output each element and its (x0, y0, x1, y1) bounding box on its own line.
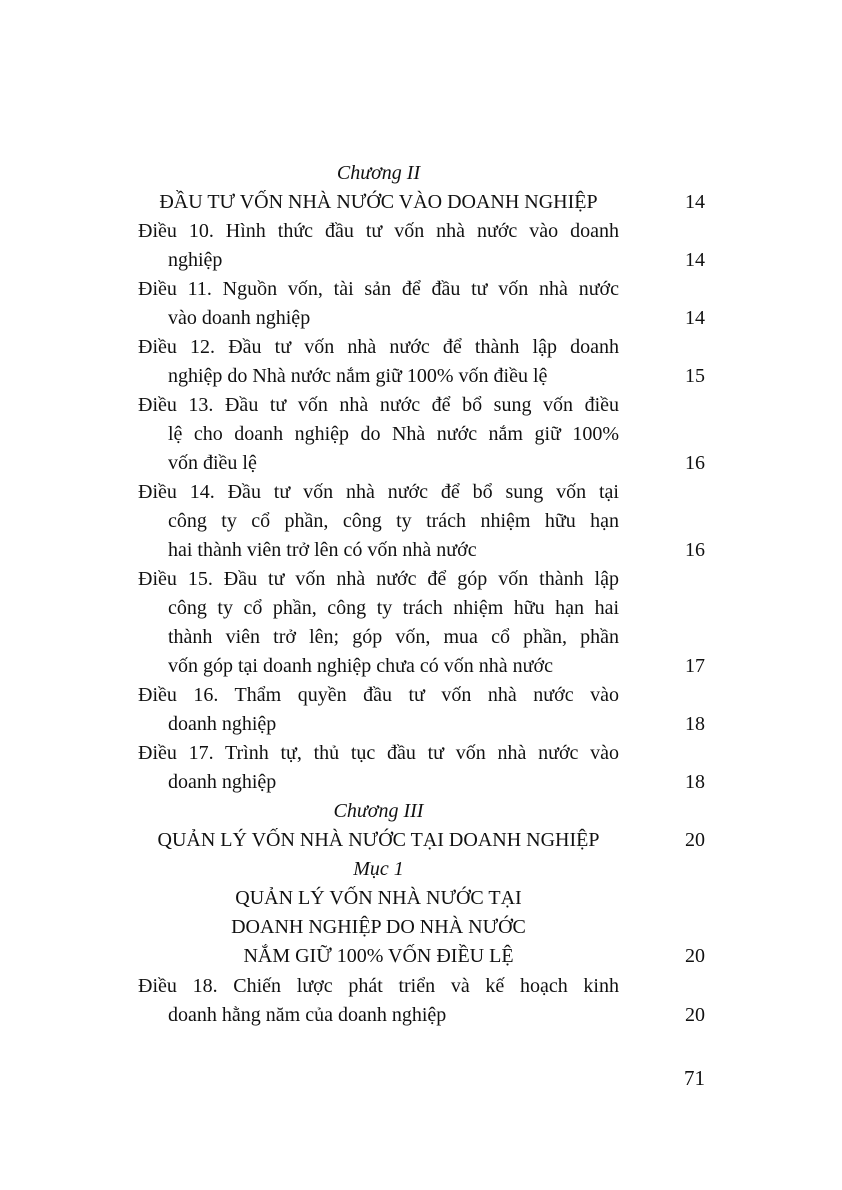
article-18-line-2: doanh hằng năm của doanh nghiệp (168, 1004, 447, 1026)
section-1-label: Mục 1 (353, 858, 404, 880)
article-15-line-1: Điều 15. Đầu tư vốn nhà nước để góp vốn thành lập (138, 568, 619, 590)
chapter-3-page: 20 (685, 829, 705, 851)
section-1-title-line-1: QUẢN LÝ VỐN NHÀ NƯỚC TẠI (235, 887, 522, 909)
chapter-2-title: ĐẦU TƯ VỐN NHÀ NƯỚC VÀO DOANH NGHIỆP (159, 191, 598, 213)
article-13-line-1: Điều 13. Đầu tư vốn nhà nước để bổ sung vốn điều (138, 394, 619, 416)
article-11-page: 14 (685, 307, 705, 329)
article-11-line-2: vào doanh nghiệp (168, 307, 311, 329)
article-12-line-2: nghiệp do Nhà nước nắm giữ 100% vốn điều lệ (168, 365, 548, 387)
article-10-line-1: Điều 10. Hình thức đầu tư vốn nhà nước vào doanh (138, 220, 619, 242)
article-16-line-1: Điều 16. Thẩm quyền đầu tư vốn nhà nước vào (138, 684, 619, 706)
article-13-page: 16 (685, 452, 705, 474)
article-17-line-1: Điều 17. Trình tự, thủ tục đầu tư vốn nhà nước vào (138, 742, 619, 764)
chapter-3-label: Chương III (333, 800, 424, 822)
article-10-line-2: nghiệp (168, 249, 223, 271)
article-15-line-2: công ty cổ phần, công ty trách nhiệm hữu hạn hai (168, 597, 619, 619)
article-13-line-3: vốn điều lệ (168, 452, 257, 474)
article-18-line-1: Điều 18. Chiến lược phát triển và kế hoạch kinh (138, 975, 619, 997)
article-18-page: 20 (685, 1004, 705, 1026)
chapter-3-title: QUẢN LÝ VỐN NHÀ NƯỚC TẠI DOANH NGHIỆP (157, 829, 600, 851)
article-16-line-2: doanh nghiệp (168, 713, 277, 735)
page-number: 71 (684, 1066, 705, 1090)
article-13-line-2: lệ cho doanh nghiệp do Nhà nước nắm giữ 100% (168, 423, 619, 445)
section-1-title-line-2: DOANH NGHIỆP DO NHÀ NƯỚC (231, 916, 526, 938)
article-14-line-3: hai thành viên trở lên có vốn nhà nước (168, 539, 477, 561)
section-1-title-line-3: NẮM GIỮ 100% VỐN ĐIỀU LỆ (243, 945, 514, 967)
article-10-page: 14 (685, 249, 705, 271)
chapter-2-page: 14 (685, 191, 705, 213)
article-16-page: 18 (685, 713, 705, 735)
article-15-page: 17 (685, 655, 705, 677)
article-14-line-2: công ty cổ phần, công ty trách nhiệm hữu hạn (168, 510, 619, 532)
article-14-line-1: Điều 14. Đầu tư vốn nhà nước để bổ sung vốn tại (138, 481, 619, 503)
section-1-page: 20 (685, 945, 705, 967)
article-17-line-2: doanh nghiệp (168, 771, 277, 793)
chapter-2-label: Chương II (336, 162, 421, 184)
article-15-line-4: vốn góp tại doanh nghiệp chưa có vốn nhà nước (168, 655, 553, 677)
article-11-line-1: Điều 11. Nguồn vốn, tài sản để đầu tư vốn nhà nước (138, 278, 619, 300)
article-14-page: 16 (685, 539, 705, 561)
article-15-line-3: thành viên trở lên; góp vốn, mua cổ phần, phần (168, 626, 619, 648)
article-17-page: 18 (685, 771, 705, 793)
article-12-line-1: Điều 12. Đầu tư vốn nhà nước để thành lập doanh (138, 336, 619, 358)
article-12-page: 15 (685, 365, 705, 387)
